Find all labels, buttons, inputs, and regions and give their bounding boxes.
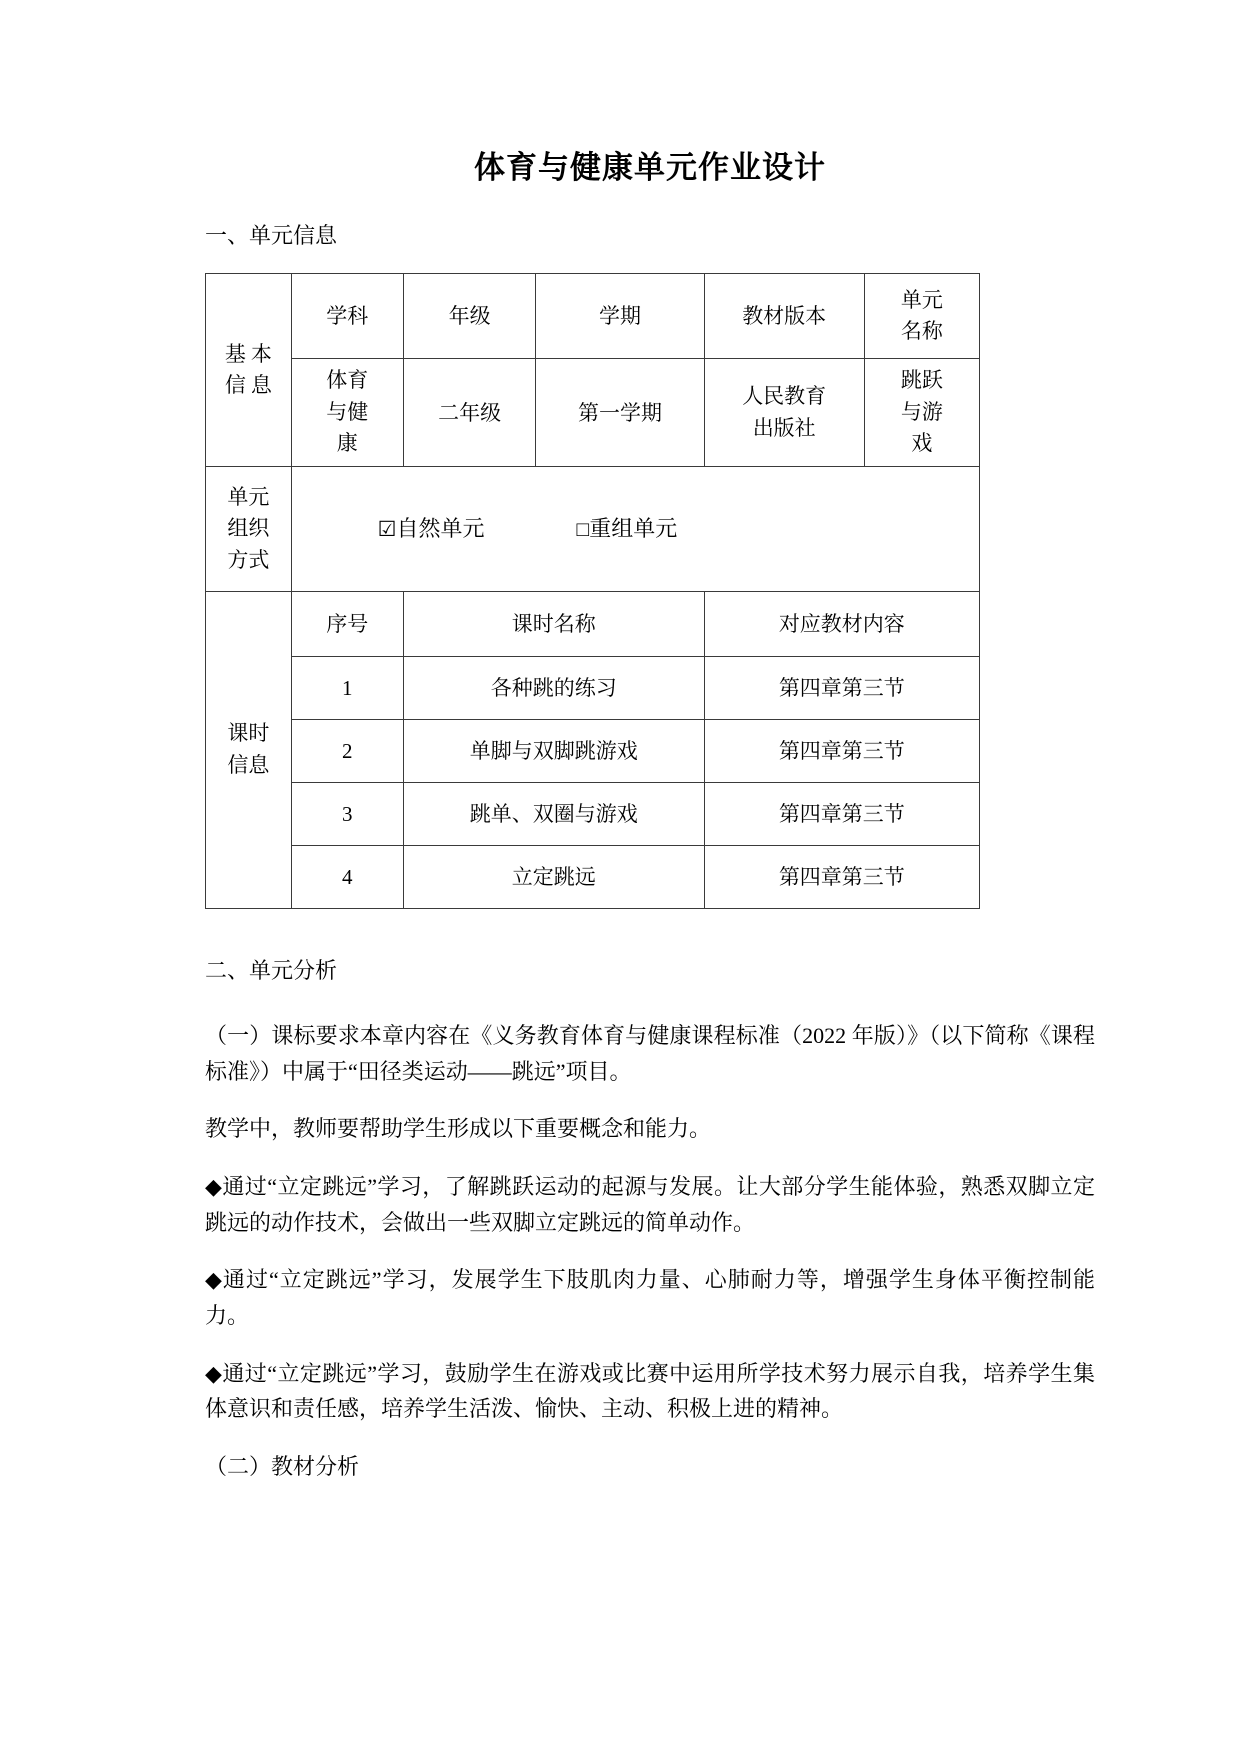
page-content	[205, 0, 1095, 1484]
table-row	[206, 719, 980, 782]
value-subject-line-3: 康	[336, 431, 358, 456]
value-textbook-version	[704, 359, 864, 467]
value-textbook-version-line-2: 出版社	[752, 415, 816, 440]
column-header-lesson-name: 课时名称	[403, 591, 704, 656]
checkbox-checked-icon[interactable]: ☑	[377, 517, 397, 542]
lesson-content: 第四章第三节	[704, 719, 979, 782]
lesson-content: 第四章第三节	[704, 656, 979, 719]
table-row	[206, 845, 980, 908]
header-unit-name	[864, 274, 979, 359]
organization-option-natural[interactable]	[378, 513, 485, 545]
section-heading-unit-analysis: 二、单元分析	[205, 957, 338, 983]
value-subject-line-2: 与健	[326, 399, 369, 424]
lesson-name: 跳单、双圈与游戏	[403, 782, 704, 845]
lesson-index: 4	[291, 845, 403, 908]
lesson-info-label	[206, 591, 292, 908]
lesson-info-label-line-2: 信息	[227, 752, 270, 777]
table-row	[206, 466, 980, 591]
column-header-textbook-content: 对应教材内容	[704, 591, 979, 656]
organization-option-recombined-label: 重组单元	[589, 516, 678, 542]
lesson-content: 第四章第三节	[704, 845, 979, 908]
value-unit-name	[864, 359, 979, 467]
lesson-content: 第四章第三节	[704, 782, 979, 845]
page-title: 体育与健康单元作业设计	[474, 150, 826, 185]
checkbox-unchecked-icon[interactable]: □	[576, 517, 590, 542]
lesson-info-label-line-1: 课时	[227, 721, 270, 746]
table-row	[206, 274, 980, 359]
basic-info-label-line-1: 基本	[224, 341, 277, 366]
lesson-name: 单脚与双脚跳游戏	[403, 719, 704, 782]
value-textbook-version-line-1: 人民教育	[742, 384, 827, 409]
section-heading-unit-info: 一、单元信息	[205, 223, 338, 249]
header-subject: 学科	[291, 274, 403, 359]
header-unit-name-line-2: 名称	[900, 319, 943, 344]
table-row	[206, 656, 980, 719]
analysis-bullet-2: ◆通过“立定跳远”学习，发展学生下肢肌肉力量、心肺耐力等，增强学生身体平衡控制能力。	[205, 1267, 1095, 1328]
value-unit-name-line-3: 戏	[911, 431, 933, 456]
basic-info-label	[206, 274, 292, 467]
value-subject	[291, 359, 403, 467]
lesson-index: 3	[291, 782, 403, 845]
lesson-index: 1	[291, 656, 403, 719]
value-subject-line-1: 体育	[326, 368, 369, 393]
organization-label-line-1: 单元	[227, 484, 270, 509]
table-row	[206, 782, 980, 845]
lesson-name: 立定跳远	[403, 845, 704, 908]
organization-option-natural-label: 自然单元	[396, 516, 485, 542]
organization-option-recombined[interactable]	[577, 513, 678, 545]
header-grade: 年级	[403, 274, 536, 359]
analysis-bullet-1: ◆通过“立定跳远”学习，了解跳跃运动的起源与发展。让大部分学生能体验，熟悉双脚立定跳远的动作技术，会做出一些双脚立定跳远的简单动作。	[205, 1174, 1095, 1235]
table-row	[206, 591, 980, 656]
organization-options-cell	[291, 466, 979, 591]
analysis-paragraph-2: 教学中，教师要帮助学生形成以下重要概念和能力。	[205, 1116, 712, 1142]
table-row	[206, 359, 980, 467]
value-term: 第一学期	[536, 359, 704, 467]
organization-label-line-2: 组织	[227, 516, 270, 541]
analysis-paragraph-1: （一）课标要求本章内容在《义务教育体育与健康课程标准（2022 年版）》（以下简称《课程标准》）中属于“田径类运动——跳远”项目。	[205, 1023, 1095, 1084]
basic-info-label-line-2: 信息	[224, 373, 277, 398]
organization-label	[206, 466, 292, 591]
value-unit-name-line-2: 与游	[900, 399, 943, 424]
header-term: 学期	[536, 274, 704, 359]
column-header-index: 序号	[291, 591, 403, 656]
organization-label-line-3: 方式	[227, 547, 270, 572]
lesson-index: 2	[291, 719, 403, 782]
value-grade: 二年级	[403, 359, 536, 467]
analysis-subheading-2: （二）教材分析	[205, 1453, 360, 1479]
header-textbook-version: 教材版本	[704, 274, 864, 359]
analysis-bullet-3: ◆通过“立定跳远”学习，鼓励学生在游戏或比赛中运用所学技术努力展示自我，培养学生集体意识和责任感，培养学生活泼、愉快、主动、积极上进的精神。	[205, 1360, 1095, 1422]
lesson-name: 各种跳的练习	[403, 656, 704, 719]
header-unit-name-line-1: 单元	[900, 287, 943, 312]
unit-info-table	[205, 273, 980, 909]
value-unit-name-line-1: 跳跃	[900, 368, 943, 393]
